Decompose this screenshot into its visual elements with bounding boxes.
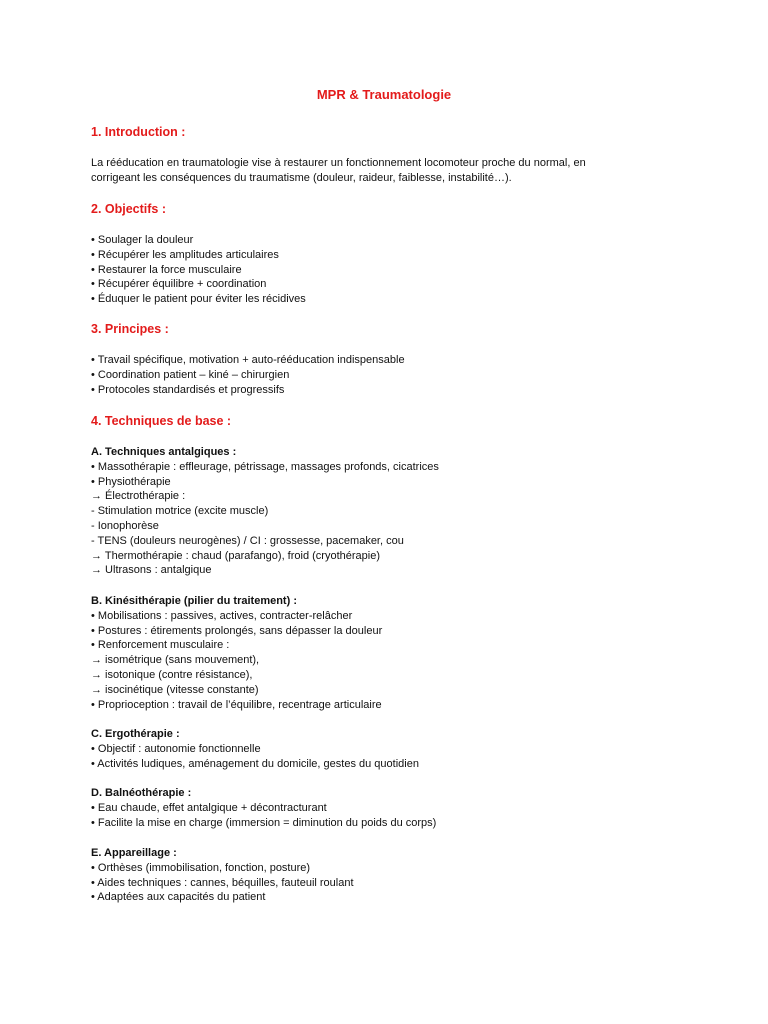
document-title: MPR & Traumatologie (316, 87, 452, 102)
subsection-kinesitherapie (91, 594, 382, 712)
list-item: → isométrique (sans mouvement), (91, 654, 260, 667)
list-item: • Adaptées aux capacités du patient (91, 891, 266, 904)
subsection-title: D. Balnéothérapie : (91, 787, 192, 799)
list-item: • Soulager la douleur (91, 234, 194, 246)
list-item: → Thermothérapie : chaud (parafango), froid (cryothérapie) (91, 549, 380, 562)
heading-principes: 3. Principes : (91, 322, 169, 336)
list-item: → Électrothérapie : (91, 490, 186, 503)
subsection-ergotherapie (91, 727, 419, 771)
subsection-title: B. Kinésithérapie (pilier du traitement) : (91, 595, 297, 607)
heading-introduction: 1. Introduction : (91, 125, 186, 139)
list-item: • Activités ludiques, aménagement du domicile, gestes du quotidien (91, 757, 419, 770)
text-line: La rééducation en traumatologie vise à restaurer un fonctionnement locomoteur proche du normal, en (91, 157, 586, 169)
subsection-title: E. Appareillage : (91, 847, 177, 859)
list-item: → isotonique (contre résistance), (91, 668, 253, 681)
subsection-antalgiques (91, 445, 439, 578)
subsection-appareillage (91, 846, 354, 905)
subsection-balneotherapie (91, 786, 436, 830)
list-item: • Restaurer la force musculaire (91, 263, 242, 276)
list-item: • Coordination patient – kiné – chirurgien (91, 368, 290, 381)
list-item: • Physiothérapie (91, 475, 171, 488)
list-item: → Ultrasons : antalgique (91, 564, 212, 577)
list-item: - Stimulation motrice (excite muscle) (91, 505, 269, 518)
list-item: - Ionophorèse (91, 519, 159, 532)
list-item: • Eau chaude, effet antalgique + décontracturant (91, 801, 327, 814)
list-item: • Éduquer le patient pour éviter les récidives (91, 293, 306, 306)
list-item: • Aides techniques : cannes, béquilles, fauteuil roulant (91, 876, 354, 889)
list-item: • Objectif : autonomie fonctionnelle (91, 742, 261, 755)
principes-list (91, 353, 405, 397)
intro-paragraph (91, 156, 586, 186)
heading-techniques: 4. Techniques de base : (91, 414, 232, 428)
heading-objectifs: 2. Objectifs : (91, 202, 167, 216)
list-item: • Orthèses (immobilisation, fonction, posture) (91, 861, 311, 874)
list-item: • Récupérer équilibre + coordination (91, 278, 267, 291)
text-line: corrigeant les conséquences du traumatisme (douleur, raideur, faiblesse, instabilité…). (91, 171, 512, 184)
list-item: • Massothérapie : effleurage, pétrissage, massages profonds, cicatrices (91, 460, 439, 473)
list-item: • Renforcement musculaire : (91, 639, 230, 652)
list-item: - TENS (douleurs neurogènes) / CI : grossesse, pacemaker, cou (91, 534, 404, 547)
list-item: • Proprioception : travail de l’équilibre, recentrage articulaire (91, 698, 382, 711)
list-item: → isocinétique (vitesse constante) (91, 683, 259, 696)
subsection-title: A. Techniques antalgiques : (91, 446, 237, 458)
list-item: • Mobilisations : passives, actives, contracter-relâcher (91, 609, 353, 622)
list-item: • Postures : étirements prolongés, sans dépasser la douleur (91, 624, 383, 637)
subsection-title: C. Ergothérapie : (91, 728, 180, 740)
list-item: • Protocoles standardisés et progressifs (91, 383, 285, 396)
list-item: • Facilite la mise en charge (immersion = diminution du poids du corps) (91, 816, 437, 829)
list-item: • Récupérer les amplitudes articulaires (91, 248, 279, 261)
objectifs-list (91, 233, 306, 307)
list-item: • Travail spécifique, motivation + auto-rééducation indispensable (91, 354, 405, 366)
